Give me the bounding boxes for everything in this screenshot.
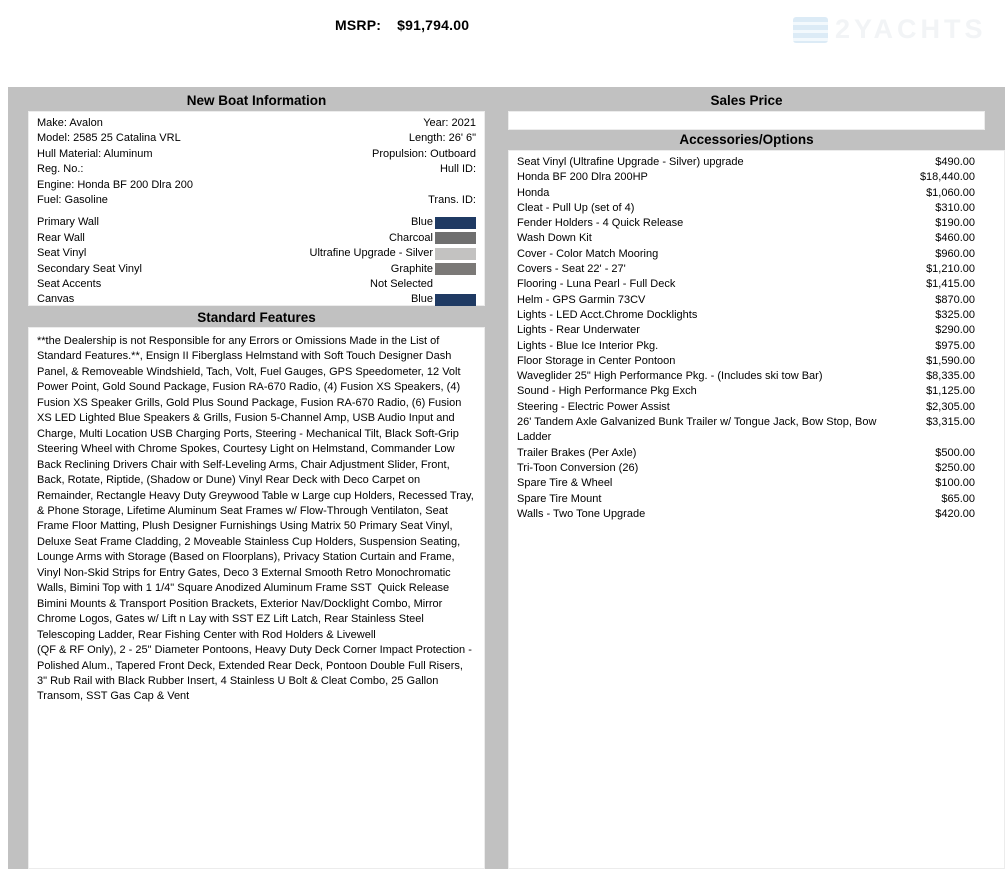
accessory-row[interactable]: [517, 507, 975, 522]
color-value-label: Charcoal: [388, 231, 433, 244]
info-row: [37, 162, 476, 177]
accessory-price: $8,335.00: [926, 370, 975, 383]
accessory-price: $960.00: [935, 247, 975, 260]
sales-price-title: Sales Price: [710, 93, 783, 108]
accessory-price: $3,315.00: [926, 416, 975, 429]
accessory-price: $1,415.00: [926, 278, 975, 291]
watermark-logo: [793, 14, 987, 45]
color-selection-row: [37, 215, 476, 230]
color-swatch: [435, 232, 476, 244]
accessory-name: Tri-Toon Conversion (26): [517, 461, 639, 474]
color-value-label: Ultrafine Upgrade - Silver: [309, 247, 433, 260]
yacht-wave-icon: [793, 17, 828, 43]
color-area-label: Seat Accents: [37, 277, 102, 290]
accessory-row[interactable]: [517, 446, 975, 461]
color-value-group: [411, 215, 476, 230]
accessory-price: $325.00: [935, 308, 975, 321]
accessories-options-title: Accessories/Options: [679, 132, 814, 147]
color-value-group: [411, 292, 476, 307]
standard-features-title: Standard Features: [197, 310, 316, 325]
accessory-row[interactable]: [517, 384, 975, 399]
accessory-price: $975.00: [935, 339, 975, 352]
accessory-price: $490.00: [935, 156, 975, 168]
accessory-row[interactable]: [517, 231, 975, 246]
color-value-label: Blue: [410, 216, 433, 229]
color-selection-row: [37, 262, 476, 277]
info-row: [37, 147, 476, 162]
color-value-group: [389, 231, 476, 246]
accessory-name: Cover - Color Match Mooring: [517, 247, 659, 260]
accessories-list-box: [508, 150, 1005, 869]
accessory-price: $100.00: [935, 477, 975, 490]
accessory-price: $18,440.00: [919, 171, 975, 184]
info-field-right: Propulsion: Outboard: [372, 147, 476, 160]
accessory-price: $250.00: [935, 461, 975, 474]
accessory-name: Spare Tire Mount: [517, 492, 602, 505]
accessory-row[interactable]: [517, 277, 975, 292]
msrp-label: MSRP:: [335, 17, 382, 33]
color-value-group: [310, 246, 477, 261]
accessory-row[interactable]: [517, 354, 975, 369]
accessory-name: Trailer Brakes (Per Axle): [517, 446, 637, 459]
color-selection-row: [37, 231, 476, 246]
color-swatch: [435, 248, 476, 260]
accessory-name: Helm - GPS Garmin 73CV: [517, 293, 646, 306]
color-value-label: Not Selected: [370, 277, 433, 290]
color-swatch: [435, 294, 476, 306]
boat-info-box: [28, 111, 485, 306]
accessory-row[interactable]: [517, 247, 975, 262]
accessory-row[interactable]: [517, 400, 975, 415]
accessory-price: $65.00: [941, 492, 975, 505]
accessory-row[interactable]: [517, 339, 975, 354]
accessory-row[interactable]: [517, 155, 975, 170]
color-area-label: Secondary Seat Vinyl: [37, 262, 142, 275]
accessory-row[interactable]: [517, 369, 975, 384]
color-value-group: [391, 262, 476, 277]
accessory-price: $500.00: [935, 446, 975, 459]
watermark-text: 2YACHTS: [835, 14, 987, 44]
accessory-name: Steering - Electric Power Assist: [517, 400, 670, 413]
info-row: [37, 131, 476, 146]
info-gap: [37, 208, 476, 215]
accessory-name: Fender Holders - 4 Quick Release: [517, 217, 684, 230]
accessory-row[interactable]: [517, 262, 975, 277]
info-field-right: Hull ID:: [439, 163, 476, 176]
standard-features-box: [28, 327, 485, 869]
color-value-label: Graphite: [390, 262, 433, 275]
color-selection-row: [37, 292, 476, 307]
color-area-label: Primary Wall: [37, 216, 99, 229]
color-value-label: Blue: [410, 293, 433, 306]
info-field-left: Fuel: Gasoline: [37, 193, 108, 206]
accessory-row[interactable]: [517, 170, 975, 185]
accessory-price: $460.00: [935, 232, 975, 245]
accessory-price: $420.00: [935, 507, 975, 520]
standard-features-text: **the Dealership is not Responsible for any Errors or Omissions Made in the List of Standard Features.**, Ensign II Fiberglass Helmstand with Soft Touch Designer Dash Panel, & Removeable Windshield, Tach, Volt, Fuel Gauges, GPS Speedometer, 12 Volt Power Point, Gold Sound Package, Fusion RA-670 Radio, (4) Fusion XS Speakers, (4) Fusion XS Speaker Grills, Gold Plus Sound Package, Fusion RA-670 Radio, (6) Fusion XS LED Lighted Blue Speakers & Grills, Fusion 5-Channel Amp, USB Audio Input and Charge, Multi Location USB Charging Ports, Steering - Mechanical Tilt, Black Soft-Grip Steering Wheel with Chrome Spokes, Courtesy Light on Helmstand, Commander Low Back Reclining Drivers Chair with Self-Leveling Arms, Chair Adjustment Slider, Front, Back, Rotate, Riptide, (Shadow or Dune) Vinyl Rear Deck with Deco Carpet on Remainder, Rectangle Heavy Duty Greywood Table w Large cup Holders, Recessed Tray, & Phone Storage, Lifetime Aluminum Seat Frames w/ Flow-Through Ventilaton, Seat Frame Floor Matting, Plush Designer Furnishings Using Matrix 50 Primary Seat Vinyl, Deluxe Seat Frame Cladding, 2 Moveable Stainless Cup Holders, Suspension Seating, Lounge Arms with Storage (Based on Floorplans), Privacy Station Curtain and Frame, Vinyl Non-Skid Strips for Entry Gates, Deco 3 External Smooth Retro Monochromatic Walls, Bimini Top with 1 1/4" Square Anodized Aluminum Frame SST Quick Release Bimini Mounts & Transport Position Brackets, Exterior Nav/Docklight Combo, Mirror Chrome Logos, Gates w/ Lift n Lay with SST EZ Lift Latch, Rear Stainless Steel Telescoping Ladder, Rear Fishing Center with Rod Holders & Livewell (QF & RF Only), 2 - 25" Diameter Pontoons, Heavy Duty Deck Corner Impact Protection -Polished Alum., Tapered Front Deck, Extended Rear Deck, Pontoon Double Full Risers, 3" Rub Rail with Black Rubber Insert, 4 Stainless U Bolt & Cleat Combo, 25 Gallon Transom, SST Gas Cap & Vent: [37, 335, 477, 703]
accessory-row[interactable]: [517, 492, 975, 507]
accessory-row[interactable]: [517, 415, 975, 446]
accessory-name: Honda: [517, 186, 550, 199]
accessory-name: Walls - Two Tone Upgrade: [517, 507, 646, 520]
info-row: [37, 193, 476, 208]
info-row: [37, 116, 476, 131]
accessory-name: Flooring - Luna Pearl - Full Deck: [517, 278, 676, 291]
accessory-name: Sound - High Performance Pkg Exch: [517, 385, 697, 398]
accessory-name: Cleat - Pull Up (set of 4): [517, 201, 635, 214]
info-field-left: Make: Avalon: [37, 117, 103, 129]
accessory-price: $1,060.00: [926, 186, 975, 199]
accessory-name: Spare Tire & Wheel: [517, 477, 613, 490]
accessory-price: $190.00: [935, 217, 975, 230]
sales-price-input[interactable]: [508, 111, 985, 130]
accessory-name: Lights - LED Acct.Chrome Docklights: [517, 308, 698, 321]
accessory-row[interactable]: [517, 186, 975, 201]
main-panel: [8, 87, 1005, 869]
info-field-right: Year: 2021: [423, 117, 476, 129]
info-field-left: Engine: Honda BF 200 Dlra 200: [37, 178, 193, 191]
info-field-right: Trans. ID:: [428, 193, 476, 206]
accessory-name: Covers - Seat 22' - 27': [517, 263, 626, 276]
color-area-label: Seat Vinyl: [37, 247, 87, 260]
accessory-name: Honda BF 200 Dlra 200HP: [517, 171, 648, 184]
color-swatch: [435, 217, 476, 229]
info-field-left: Model: 2585 25 Catalina VRL: [37, 132, 181, 145]
accessory-price: $1,210.00: [926, 263, 975, 276]
accessory-row[interactable]: [517, 308, 975, 323]
accessory-price: $2,305.00: [926, 400, 975, 413]
info-field-left: Reg. No.:: [37, 163, 84, 176]
accessory-row[interactable]: [517, 461, 975, 476]
msrp-value: $91,794.00: [397, 17, 470, 33]
accessory-price: $870.00: [935, 293, 975, 306]
color-swatch: [435, 263, 476, 275]
info-field-right: Length: 26' 6": [408, 132, 476, 145]
color-value-group: [370, 277, 476, 292]
accessory-name: Seat Vinyl (Ultrafine Upgrade - Silver) upgrade: [517, 156, 744, 168]
info-row: [37, 178, 476, 193]
accessory-name: Floor Storage in Center Pontoon: [517, 354, 676, 367]
accessory-row[interactable]: [517, 476, 975, 491]
accessory-price: $1,125.00: [926, 385, 975, 398]
accessory-row[interactable]: [517, 323, 975, 338]
accessory-name: Lights - Rear Underwater: [517, 324, 640, 337]
msrp-line: [335, 17, 469, 33]
color-selection-row: [37, 277, 476, 292]
new-boat-information-title: New Boat Information: [186, 93, 327, 108]
accessory-name: 26' Tandem Axle Galvanized Bunk Trailer w/ Tongue Jack, Bow Stop, Bow Ladder: [517, 416, 877, 444]
accessory-name: Lights - Blue Ice Interior Pkg.: [517, 339, 659, 352]
accessory-price: $290.00: [935, 324, 975, 337]
accessory-price: $310.00: [935, 201, 975, 214]
accessory-row[interactable]: [517, 216, 975, 231]
color-area-label: Canvas: [37, 293, 75, 306]
accessory-price: $1,590.00: [926, 354, 975, 367]
accessory-row[interactable]: [517, 293, 975, 308]
info-field-left: Hull Material: Aluminum: [37, 147, 153, 160]
accessory-row[interactable]: [517, 201, 975, 216]
accessory-name: Wash Down Kit: [517, 232, 592, 245]
color-area-label: Rear Wall: [37, 231, 85, 244]
accessory-name: Waveglider 25" High Performance Pkg. - (Includes ski tow Bar): [517, 370, 823, 383]
color-selection-row: [37, 246, 476, 261]
